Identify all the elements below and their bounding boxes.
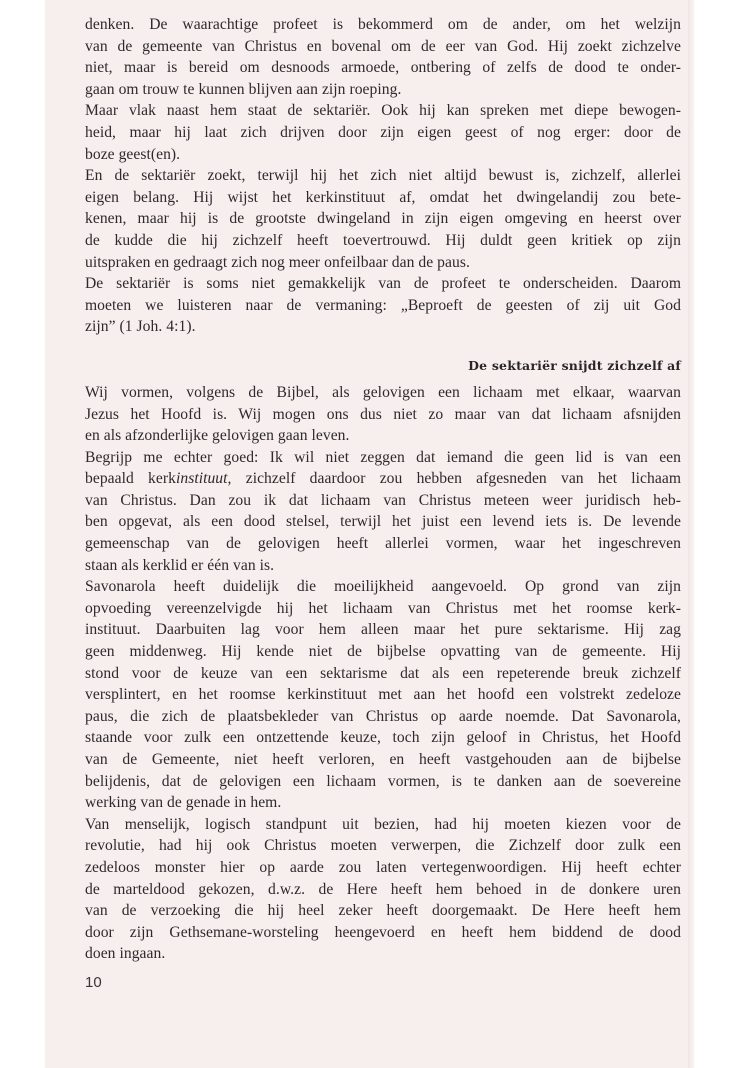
- text-fragment: zichzelf daardoor zou hebben afgesneden van het lichaam: [231, 470, 681, 488]
- text-line: zijn” (1 Joh. 4:1).: [85, 318, 196, 336]
- text-line: geen middenweg. Hij kende niet de bijbelse opvatting van de gemeente. Hij: [85, 643, 681, 661]
- text-line: Begrijp me echter goed: Ik wil niet zeggen dat iemand die geen lid is van een: [85, 448, 681, 466]
- text-line: van de gemeente van Christus en bovenal om de eer van God. Hij zoekt zichzelve: [85, 37, 681, 55]
- text-line: revolutie, had hij ook Christus moeten verwerpen, die Zichzelf door zulk een: [85, 837, 681, 855]
- text-line-with-italic: [85, 468, 681, 490]
- text-line: staande voor zulk een ontzettende keuze, toch zijn geloof in Christus, het Hoofd: [85, 729, 681, 747]
- text-line: staan als kerklid er één van is.: [85, 556, 275, 574]
- page-edge-shadow: [688, 0, 694, 1068]
- text-line: moeten we luisteren naar de vermaning: „Beproeft de geesten of zij uit God: [85, 296, 681, 314]
- section-heading: De sektariër snijdt zichzelf af: [468, 357, 681, 373]
- text-line: en als afzonderlijke gelovigen gaan leven.: [85, 427, 350, 445]
- text-line: denken. De waarachtige profeet is bekommerd om de ander, om het welzijn: [85, 16, 681, 33]
- text-line: door zijn Gethsemane-worsteling heengevoerd en heeft hem biddend de dood: [85, 923, 681, 941]
- section-1: [85, 14, 681, 338]
- text-line: kenen, maar hij is de grootste dwingeland in zijn eigen omgeving en heerst over: [85, 210, 681, 228]
- text-line: paus, die zich de plaatsbekleder van Christus op aarde noemde. Dat Savonarola,: [85, 707, 681, 725]
- text-line: niet, maar is bereid om desnoods armoede, ontbering of zelfs de dood te onder-: [85, 59, 681, 77]
- text-column: [85, 14, 681, 993]
- text-line: Van menselijk, logisch standpunt uit bezien, had hij moeten kiezen voor de: [85, 815, 681, 833]
- text-line: versplintert, en het roomse kerkinstituut met aan het hoofd een volstrekt zedeloze: [85, 686, 681, 704]
- text-line: ben opgevat, als een dood stelsel, terwijl het juist een levend iets is. De levende: [85, 513, 681, 531]
- text-line: uitspraken en gedraagt zich nog meer onfeilbaar dan de paus.: [85, 253, 470, 271]
- text-line: heid, maar hij laat zich drijven door zijn eigen geest of nog erger: door de: [85, 123, 681, 141]
- text-line: werking van de genade in hem.: [85, 794, 282, 812]
- text-line: Jezus het Hoofd is. Wij mogen ons dus niet zo maar van dat lichaam afsnijden: [85, 405, 681, 423]
- text-line: zedeloos monster hier op aarde zou laten vertegenwoordigen. Hij heeft echter: [85, 858, 681, 876]
- text-line: van Christus. Dan zou ik dat lichaam van Christus meteen weer juridisch heb-: [85, 491, 681, 509]
- text-fragment: bepaald kerk: [85, 470, 176, 488]
- page-number: 10: [85, 973, 102, 991]
- text-line: van de verzoeking die hij heel zeker heeft doorgemaakt. De Here heeft hem: [85, 902, 681, 920]
- text-line: gemeenschap van de gelovigen heeft allerlei vormen, waar het ingeschreven: [85, 535, 681, 553]
- text-line: opvoeding vereenzelvigde hij het lichaam van Christus met het roomse kerk-: [85, 599, 681, 617]
- text-line: Wij vormen, volgens de Bijbel, als gelovigen een lichaam met elkaar, waarvan: [85, 383, 681, 401]
- text-line: de marteldood gekozen, d.w.z. de Here heeft hem behoed in de donkere uren: [85, 880, 681, 898]
- text-line: boze geest(en).: [85, 145, 181, 163]
- text-line: instituut. Daarbuiten lag voor hem alleen maar het pure sektarisme. Hij zag: [85, 621, 681, 639]
- text-line: stond voor de keuze van een sektarisme dat als een repeterende breuk zichzelf: [85, 664, 681, 682]
- text-line: En de sektariër zoekt, terwijl hij het zich niet altijd bewust is, zichzelf, allerlei: [85, 167, 681, 185]
- text-line: belijdenis, dat de gelovigen een lichaam vormen, is te danken aan de soevereine: [85, 772, 681, 790]
- italic-emphasis: instituut,: [175, 470, 232, 488]
- text-line: doen ingaan.: [85, 945, 166, 963]
- section-2: [85, 382, 681, 965]
- text-line: Savonarola heeft duidelijk die moeilijkheid aangevoeld. Op grond van zijn: [85, 578, 681, 596]
- text-line: de kudde die hij zichzelf heeft toevertrouwd. Hij duldt geen kritiek op zijn: [85, 231, 681, 249]
- text-line: van de Gemeente, niet heeft verloren, en heeft vastgehouden aan de bijbelse: [85, 751, 681, 768]
- text-line: gaan om trouw te kunnen blijven aan zijn roeping.: [85, 80, 402, 98]
- text-line: Maar vlak naast hem staat de sektariër. Ook hij kan spreken met diepe bewogen-: [85, 102, 681, 120]
- text-line: De sektariër is soms niet gemakkelijk van de profeet te onderscheiden. Daarom: [85, 275, 681, 293]
- text-line: eigen belang. Hij wijst het kerkinstituut af, omdat het dwingelandij zou bete-: [85, 188, 681, 206]
